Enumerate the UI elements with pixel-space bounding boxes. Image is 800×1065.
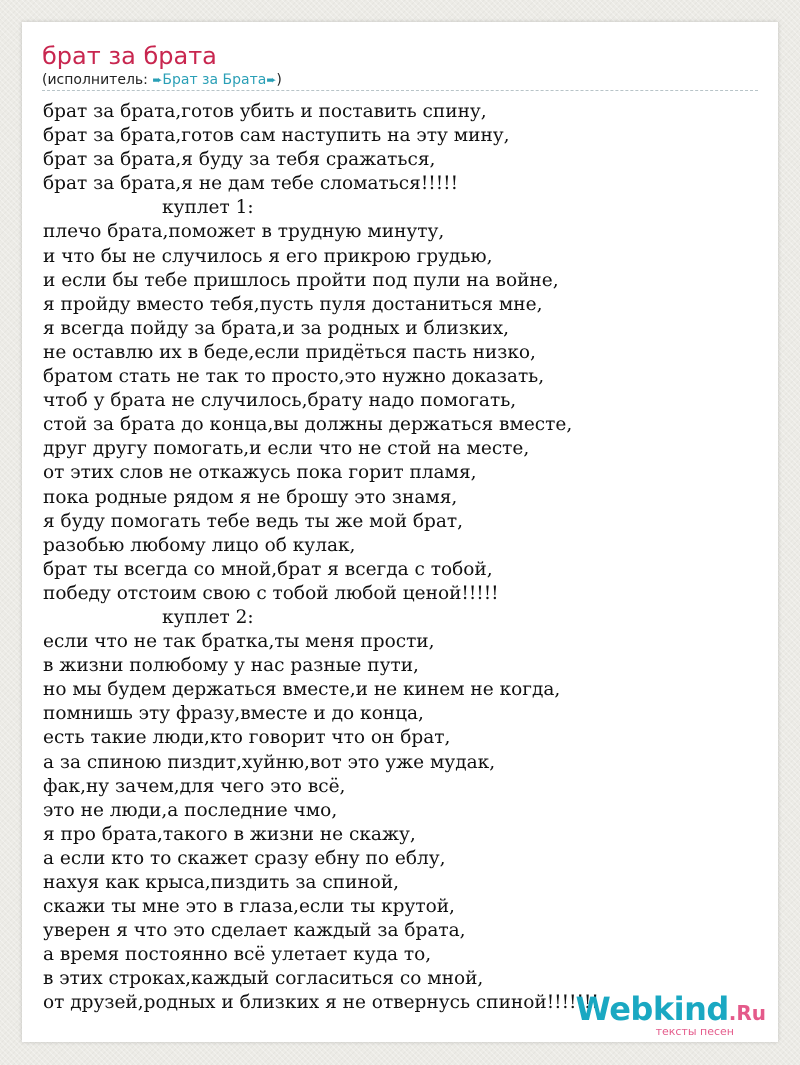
header-divider [42, 90, 758, 91]
page-title: брат за брата [42, 42, 217, 70]
lyric-line: чтоб у брата не случилось,брату надо помогать, [43, 390, 517, 412]
lyric-line: от друзей,родных и близких я не отвернусь спиной!!!!!!! [43, 992, 599, 1014]
lyrics-card [22, 22, 778, 1042]
lyric-line: если что не так братка,ты меня прости, [43, 631, 435, 653]
lyrics-text [43, 100, 599, 1016]
lyric-line: от этих слов не откажусь пока горит пламя, [43, 462, 477, 484]
lyric-line: это не люди,а последние чмо, [43, 799, 338, 821]
lyric-line: уверен я что это сделает каждый за брата, [43, 920, 466, 942]
artist-name: Брат за Брата [162, 72, 267, 88]
watermark-logo [576, 992, 766, 1038]
arrow-right-icon: ➨ [266, 73, 277, 87]
lyric-line: но мы будем держаться вместе,и не кинем не когда, [43, 679, 561, 701]
watermark-brand-name: Webkind [575, 990, 729, 1028]
lyric-line: фак,ну зачем,для чего это всё, [43, 775, 346, 797]
lyric-line: а если кто то скажет сразу ебну по еблу, [43, 847, 446, 869]
lyric-line: в жизни полюбому у нас разные пути, [43, 655, 419, 677]
lyric-line: в этих строках,каждый согласиться со мной, [43, 968, 484, 990]
lyric-line: скажи ты мне это в глаза,если ты крутой, [43, 896, 455, 918]
artist-suffix: ) [276, 72, 282, 88]
arrow-right-icon: ➨ [152, 73, 163, 87]
lyric-line: разобью любому лицо об кулак, [43, 534, 356, 556]
artist-prefix: (исполнитель: [42, 72, 153, 88]
lyric-line: брат за брата,я не дам тебе сломаться!!!!! [43, 173, 459, 195]
lyric-line: пока родные рядом я не брошу это знамя, [43, 486, 458, 508]
lyric-line: брат за брата,готов сам наступить на эту мину, [43, 125, 510, 147]
lyric-line: брат ты всегда со мной,брат я всегда с тобой, [43, 558, 493, 580]
lyric-line: стой за брата до конца,вы должны держаться вместе, [43, 414, 573, 436]
lyric-line: а за спиною пиздит,хуйню,вот это уже мудак, [43, 751, 496, 773]
watermark-tld: .Ru [728, 1001, 766, 1025]
lyric-line: я буду помогать тебе ведь ты же мой брат, [43, 510, 464, 532]
lyric-line: победу отстоим свою с тобой любой ценой!!!!! [43, 582, 499, 604]
artist-link[interactable] [152, 72, 276, 88]
lyric-line: я пройду вместо тебя,пусть пуля достаниться мне, [43, 293, 543, 315]
lyric-line: есть такие люди,кто говорит что он брат, [43, 727, 451, 749]
lyric-line: а время постоянно всё улетает куда то, [43, 944, 432, 966]
lyric-line: плечо брата,поможет в трудную минуту, [43, 221, 445, 243]
verse-label: куплет 1: [162, 197, 254, 219]
watermark-tagline: тексты песен [655, 1025, 734, 1038]
lyric-line: я про брата,такого в жизни не скажу, [43, 823, 416, 845]
lyric-line: я всегда пойду за брата,и за родных и близких, [43, 317, 510, 339]
lyric-line: и что бы не случилось я его прикрою грудью, [43, 245, 493, 267]
lyric-line: брат за брата,я буду за тебя сражаться, [43, 149, 436, 171]
lyric-line: и если бы тебе пришлось пройти под пули на войне, [43, 269, 559, 291]
lyric-line: друг другу помогать,и если что не стой на месте, [43, 438, 530, 460]
lyric-line: братом стать не так то просто,это нужно доказать, [43, 366, 545, 388]
lyric-line: нахуя как крыса,пиздить за спиной, [43, 872, 400, 893]
verse-label: куплет 2: [162, 606, 254, 628]
lyric-line: помнишь эту фразу,вместе и до конца, [43, 703, 424, 725]
lyric-line: брат за брата,готов убить и поставить спину, [43, 101, 487, 122]
lyric-line: не оставлю их в беде,если придёться пасть низко, [43, 341, 536, 363]
artist-line [42, 71, 282, 89]
